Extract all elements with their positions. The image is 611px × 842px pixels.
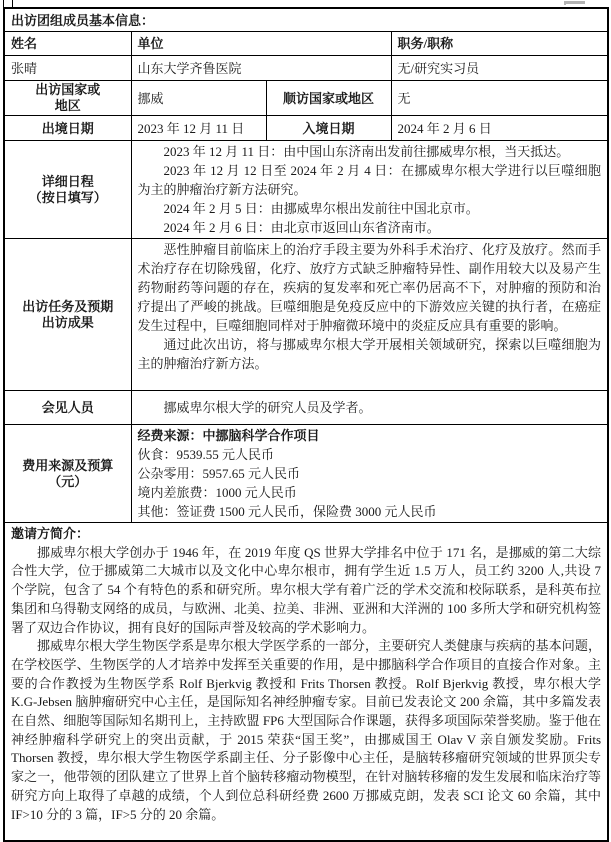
schedule-entry: 2024 年 2 月 5 日：由挪威卑尔根出发前往中国北京市。 xyxy=(163,201,479,216)
table-title-row xyxy=(4,8,608,32)
entry-date-label: 入境日期 xyxy=(266,116,391,141)
tasks-label-line2: 出访成果 xyxy=(41,314,94,330)
visit-country-value: 挪威 xyxy=(131,81,266,116)
budget-item: 伙食：9539.55 元人民币 xyxy=(137,447,275,462)
member-header-row xyxy=(4,32,608,56)
inviter-intro-label: 邀请方简介： xyxy=(11,526,90,541)
header-position: 职务/职称 xyxy=(391,32,608,56)
side-visit-label: 顺访国家或地区 xyxy=(266,81,391,116)
meeting-content xyxy=(131,391,608,425)
member-row xyxy=(4,56,608,81)
budget-row xyxy=(4,425,608,523)
member-position: 无/研究实习员 xyxy=(391,56,608,81)
meeting-value: 挪威卑尔根大学的研究人员及学者。 xyxy=(163,400,372,415)
member-name: 张晴 xyxy=(4,56,131,81)
cropped-table-border-fragment-inner xyxy=(12,0,13,7)
inviter-intro-content xyxy=(4,523,608,842)
visit-delegation-table xyxy=(3,7,609,842)
tasks-paragraph: 恶性肿瘤目前临床上的治疗手段主要为外科手术治疗、化疗及放疗。然而手术治疗存在切除残留，化疗、放疗方式缺乏肿瘤特异性、副作用较大以及易产生药物耐药等问题的存在，疾病的复发率和死亡率仍居高不下，对肿瘤的预防和治疗提出了严峻的挑战。巨噬细胞是免疫反应中的下游效应关键的执行者，在癌症发生过程中，巨噬细胞同样对于肿瘤微环境中的炎症反应具有重要的影响。 xyxy=(137,242,602,333)
table-handle-icon xyxy=(564,1,585,5)
meeting-row xyxy=(4,391,608,425)
side-visit-value: 无 xyxy=(391,81,608,116)
schedule-entry: 2023 年 12 月 11 日：由中国山东济南出发前往挪威卑尔根，当天抵达。 xyxy=(163,144,570,159)
budget-item: 境内差旅费：1000 元人民币 xyxy=(137,485,297,500)
visit-country-label xyxy=(4,81,131,116)
departure-date-label: 出境日期 xyxy=(4,116,131,141)
budget-item: 公杂零用：5957.65 元人民币 xyxy=(137,466,301,481)
budget-label-line1: 费用来源及预算 xyxy=(22,457,114,473)
tasks-paragraph: 通过此次出访，将与挪威卑尔根大学开展相关领域研究，探索以巨噬细胞为主的肿瘤治疗新方法。 xyxy=(137,337,602,371)
dates-row xyxy=(4,116,608,141)
member-unit: 山东大学齐鲁医院 xyxy=(131,56,391,81)
cropped-table-border-fragment-left xyxy=(3,0,4,7)
tasks-label xyxy=(4,239,131,391)
schedule-entry: 2024 年 2 月 6 日：由北京市返回山东省济南市。 xyxy=(163,220,440,235)
inviter-paragraph: 挪威卑尔根大学生物医学系是卑尔根大学医学系的一部分，主要研究人类健康与疾病的基本问题，在学校医学、生物医学的人才培养中发挥至关重要的作用，是中挪脑科学合作项目的直接合作对象。主要的合作教授为生物医学系 Rolf Bjerkvig 教授和 Frits Thorsen 教授。Rolf Bjerkvig 教授，卑尔根大学 K.G-Jebsen 脑肿瘤研究中心主任，是国际知名神经肿瘤专家。目前已发表论文 200 余篇，其中多篇发表在自然、细胞等国际知名期刊上，主持欧盟 FP6 大型国际合作课题，获得多项国际荣誉奖励。鉴于他在神经肿瘤科学研究上的突出贡献，于 2015 荣获“国王奖”，由挪威国王 Olav V 亲自颁发奖励。Frits Thorsen 教授，卑尔根大学生物医学系副主任、分子影像中心主任，是脑转移瘤研究领域的世界顶尖专家之一，他带领的团队建立了世界上首个脑转移瘤动物模型，在针对脑转移瘤的发生发展和临床治疗等研究方向上取得了卓越的成绩，个人到位总科研经费 2600 万挪威克朗，发表 SCI 论文 60 余篇，其中 IF>10 分的 3 篇，IF>5 分的 20 余篇。 xyxy=(11,638,602,822)
meeting-label: 会见人员 xyxy=(4,391,131,425)
schedule-row xyxy=(4,141,608,239)
budget-label-line2: （元） xyxy=(48,473,88,489)
schedule-entry: 2023 年 12 月 12 日至 2024 年 2 月 4 日：在挪威卑尔根大学进行以巨噬细胞为主的肿瘤治疗新方法研究。 xyxy=(137,163,602,197)
inviter-intro-row xyxy=(4,523,608,842)
tasks-label-line1: 出访任务及预期 xyxy=(22,298,114,314)
inviter-paragraph: 挪威卑尔根大学创办于 1946 年，在 2019 年度 QS 世界大学排名中位于 171 名，是挪威的第二大综合性大学，位于挪威第二大城市以及文化中心卑尔根市，拥有学生近 1.5 万人，员工约 3200 人,共设 7 个学院，包含了 54 个有特色的系和研究所。卑尔根大学有着广泛的学术交流和校际联系，是科英布拉集团和乌得勒支网络的成员，与欧洲、北美、拉美、非洲、亚洲和大洋洲的 100 多所大学和研究机构签署了双边合作协议，拥有良好的国际声誉及较高的学术影响力。 xyxy=(11,544,602,635)
tasks-content xyxy=(131,239,608,391)
table-title: 出访团组成员基本信息： xyxy=(4,8,608,32)
countries-row xyxy=(4,81,608,116)
tasks-row xyxy=(4,239,608,391)
budget-label xyxy=(4,425,131,523)
visit-country-label-line2: 地区 xyxy=(54,98,81,113)
departure-date-value: 2023 年 12 月 11 日 xyxy=(131,116,266,141)
header-unit: 单位 xyxy=(131,32,391,56)
schedule-label xyxy=(4,141,131,239)
schedule-label-line1: 详细日程 xyxy=(41,173,94,189)
header-name: 姓名 xyxy=(4,32,131,56)
entry-date-value: 2024 年 2 月 6 日 xyxy=(391,116,608,141)
visit-country-label-line1: 出访国家或 xyxy=(35,82,101,97)
budget-content xyxy=(131,425,608,523)
budget-source-line: 经费来源：中挪脑科学合作项目 xyxy=(137,428,320,443)
schedule-label-line2: （按日填写） xyxy=(28,189,107,205)
budget-item: 其他：签证费 1500 元人民币，保险费 3000 元人民币 xyxy=(137,504,437,519)
schedule-content xyxy=(131,141,608,239)
